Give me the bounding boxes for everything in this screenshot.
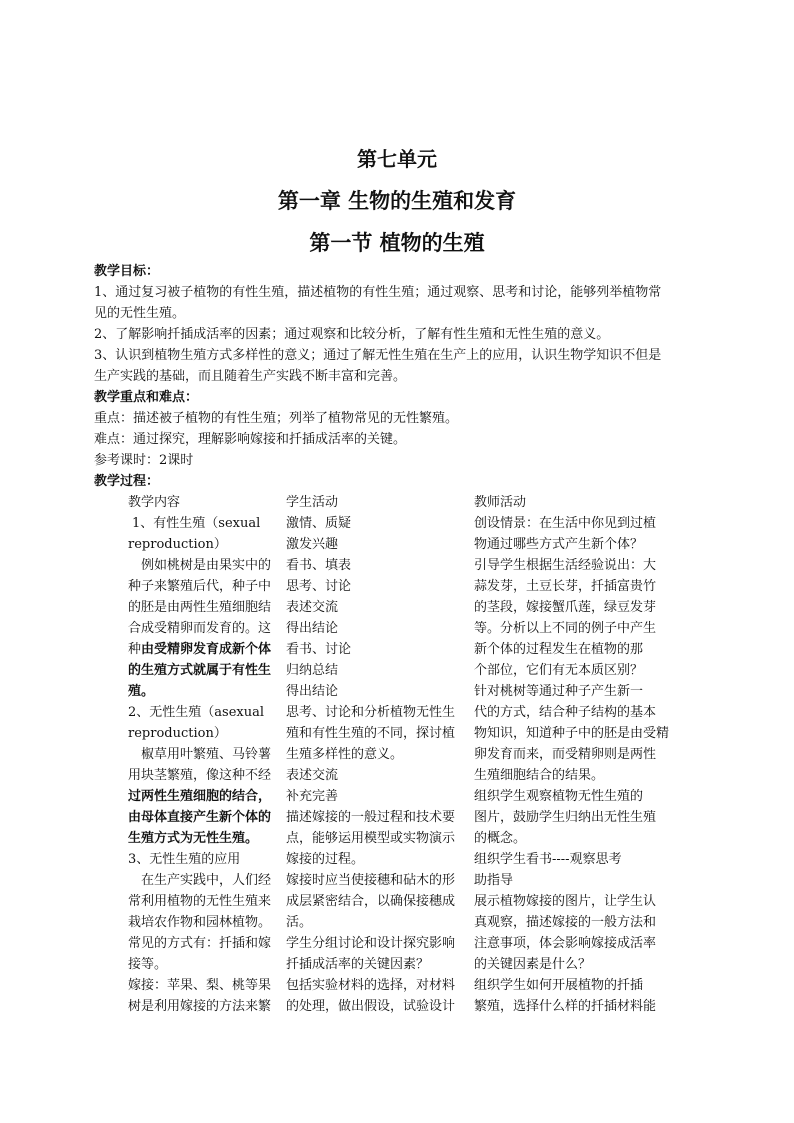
- content-line: 嫁接：苹果、梨、桃等果: [128, 978, 272, 993]
- teacher-line: 展示植物嫁接的图片，让学生认: [474, 894, 657, 909]
- teacher-line: 繁殖，选择什么样的扦插材料能: [474, 999, 657, 1014]
- student-line: 生殖多样性的意义。: [286, 747, 404, 762]
- content-line: 椒草用叶繁殖、马铃薯: [141, 747, 272, 762]
- student-line: 包括实验材料的选择，对材料: [286, 978, 456, 993]
- student-line: 归纳总结: [286, 663, 339, 678]
- teacher-line: 组织学生看书----观察思考: [474, 852, 622, 867]
- student-line: 激情、质疑: [286, 516, 352, 531]
- content-line: 的生殖方式就属于有性生: [128, 663, 272, 678]
- content-bold-text: 由受精卵发育成新个体: [141, 642, 272, 657]
- content-line: 的胚是由两性生殖细胞结: [128, 600, 272, 615]
- student-line: 思考、讨论和分析植物无性生: [286, 705, 456, 720]
- objective-line: 1、通过复习被子植物的有性生殖，描述植物的有性生殖；通过观察、思考和讨论，能够列举植物常: [94, 285, 662, 300]
- content-line: 种子来繁殖后代，种子中: [128, 579, 272, 594]
- teacher-line: 蒜发芽，土豆长芽，扦插富贵竹: [474, 579, 657, 594]
- teacher-line: 创设情景：在生活中你见到过植: [474, 516, 657, 531]
- teacher-line: 图片，鼓励学生归纳出无性生殖: [474, 810, 657, 825]
- content-text: 种: [128, 642, 142, 657]
- student-line: 得出结论: [286, 684, 339, 699]
- content-line: [128, 642, 271, 658]
- teacher-line: 助指导: [474, 873, 514, 888]
- teacher-line: 针对桃树等通过种子产生新一: [474, 684, 644, 699]
- teacher-line: 注意事项，体会影响嫁接成活率: [474, 936, 657, 951]
- column-header-content: 教学内容: [128, 495, 181, 510]
- unit-title: 第七单元: [357, 147, 437, 171]
- student-line: 看书、讨论: [286, 642, 352, 657]
- objective-line: 生产实践的基础，而且随着生产实践不断丰富和完善。: [94, 369, 407, 384]
- student-line: 得出结论: [286, 621, 339, 636]
- column-header-student: 学生活动: [286, 495, 339, 510]
- teacher-line: 组织学生如何开展植物的扦插: [474, 978, 644, 993]
- student-line: 思考、讨论: [286, 579, 352, 594]
- teacher-line: 个部位，它们有无本质区别？: [474, 663, 644, 678]
- student-line: 成层紧密结合，以确保接穗成: [286, 894, 456, 909]
- teacher-line: 生殖细胞结合的结果。: [474, 768, 605, 783]
- chapter-title: 第一章 生物的生殖和发育: [277, 188, 517, 213]
- key-points-heading: 教学重点和难点：: [94, 390, 199, 405]
- student-line: 表述交流: [286, 768, 339, 783]
- student-line: 嫁接时应当使接穗和砧木的形: [286, 873, 456, 888]
- content-line: 殖。: [128, 684, 155, 699]
- teacher-line: 代的方式，结合种子结构的基本: [474, 705, 657, 720]
- content-line: 树是利用嫁接的方法来繁: [128, 999, 272, 1014]
- teacher-line: 的关键因素是什么？: [474, 957, 592, 972]
- content-line: 栽培农作物和园林植物。: [128, 915, 272, 930]
- content-line: reproduction）: [128, 537, 227, 552]
- teacher-line: 等。分析以上不同的例子中产生: [474, 621, 657, 636]
- process-heading: 教学过程：: [94, 474, 160, 489]
- student-line: 嫁接的过程。: [286, 852, 365, 867]
- student-line: 的处理，做出假设，试验设计: [286, 999, 456, 1014]
- content-line: 合成受精卵而发育的。这: [128, 621, 272, 636]
- student-line: 看书、填表: [286, 558, 352, 573]
- student-line: 活。: [286, 915, 313, 930]
- teacher-line: 真观察，描述嫁接的一般方法和: [474, 915, 657, 930]
- content-line: 用块茎繁殖，像这种不经: [128, 768, 272, 783]
- content-line: 常见的方式有：扦插和嫁: [128, 936, 272, 951]
- teacher-line: 引导学生根据生活经验说出：大: [474, 558, 657, 573]
- content-line: 2、无性生殖（asexual: [128, 705, 264, 720]
- focus-line: 重点：描述被子植物的有性生殖；列举了植物常见的无性繁殖。: [94, 411, 459, 426]
- content-line: reproduction）: [128, 726, 227, 741]
- hours-line: 参考课时：2课时: [94, 453, 194, 468]
- content-line: 在生产实践中，人们经: [141, 873, 272, 888]
- student-line: 补充完善: [286, 789, 339, 804]
- content-line: 3、无性生殖的应用: [128, 852, 241, 867]
- objective-line: 见的无性生殖。: [94, 306, 186, 321]
- student-line: 表述交流: [286, 600, 339, 615]
- student-line: 描述嫁接的一般过程和技术要: [286, 810, 456, 825]
- content-line: 生殖方式为无性生殖。: [128, 831, 259, 846]
- difficulty-line: 难点：通过探究，理解影响嫁接和扦插成活率的关键。: [94, 432, 407, 447]
- objective-line: 3、认识到植物生殖方式多样性的意义；通过了解无性生殖在生产上的应用，认识生物学知识不但是: [94, 348, 662, 363]
- column-header-teacher: 教师活动: [474, 495, 527, 510]
- teacher-line: 新个体的过程发生在植物的那: [474, 642, 644, 657]
- content-line: 过两性生殖细胞的结合，: [128, 789, 272, 804]
- teacher-line: 组织学生观察植物无性生殖的: [474, 789, 644, 804]
- teacher-line: 物通过哪些方式产生新个体？: [474, 537, 644, 552]
- content-line: 例如桃树是由果实中的: [141, 558, 272, 573]
- student-line: 扦插成活率的关键因素？: [286, 957, 430, 972]
- section-title: 第一节 植物的生殖: [309, 230, 485, 255]
- student-line: 点，能够运用模型或实物演示: [286, 831, 456, 846]
- content-line: 由母体直接产生新个体的: [128, 810, 272, 825]
- objective-line: 2、了解影响扦插成活率的因素；通过观察和比较分析，了解有性生殖和无性生殖的意义。: [94, 327, 610, 342]
- student-line: 激发兴趣: [286, 537, 339, 552]
- objectives-heading: 教学目标：: [94, 264, 160, 279]
- teacher-line: 卵发育而来，而受精卵则是两性: [474, 747, 657, 762]
- content-line: 1、有性生殖（sexual: [132, 516, 261, 531]
- student-line: 学生分组讨论和设计探究影响: [286, 936, 456, 951]
- student-line: 殖和有性生殖的不同，探讨植: [286, 726, 456, 741]
- teacher-line: 的茎段，嫁接蟹爪莲，绿豆发芽: [474, 600, 657, 615]
- content-line: 接等。: [128, 957, 168, 972]
- teacher-line: 物知识，知道种子中的胚是由受精: [474, 726, 670, 741]
- content-line: 常利用植物的无性生殖来: [128, 894, 272, 909]
- teacher-line: 的概念。: [474, 831, 527, 846]
